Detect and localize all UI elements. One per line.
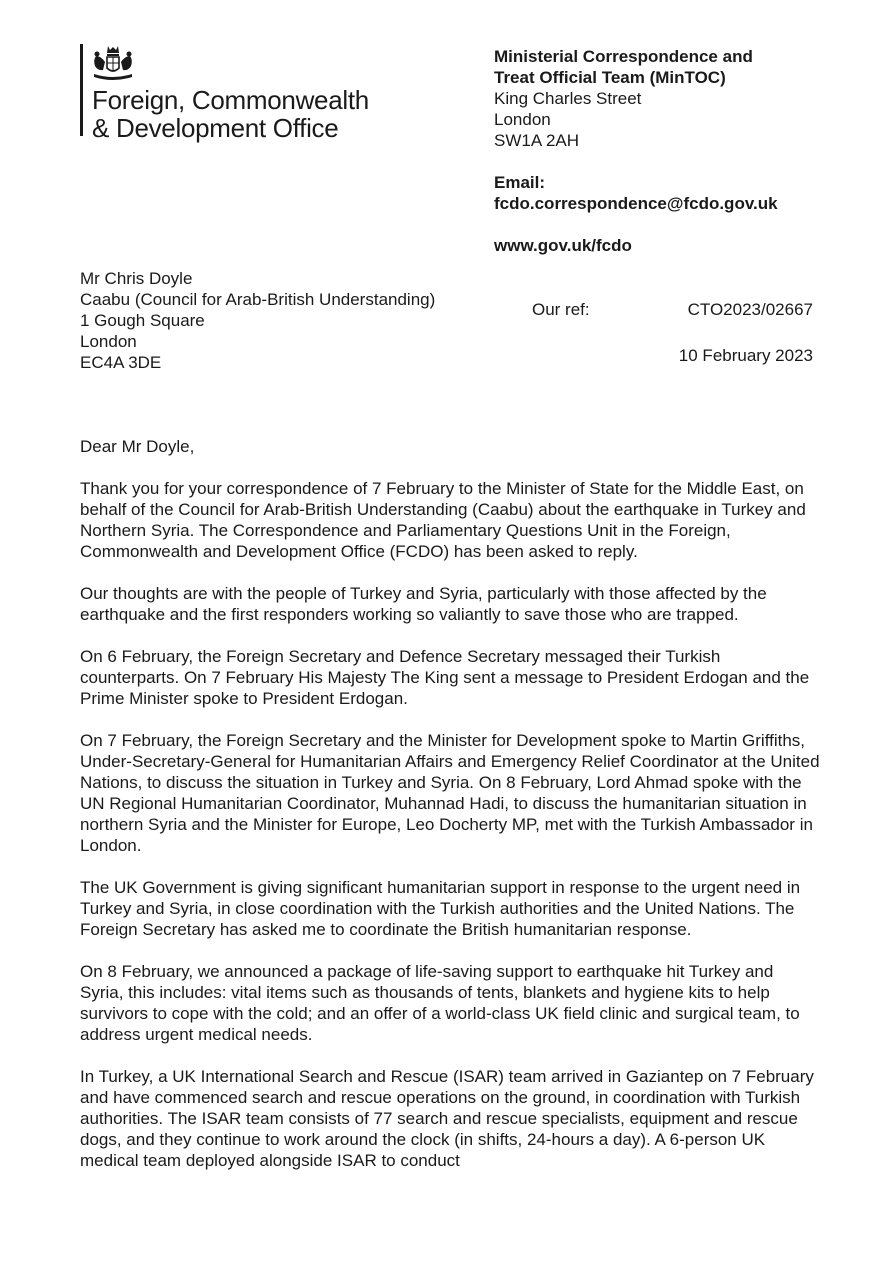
recipient-line: 1 Gough Square <box>80 311 205 330</box>
recipient-line: London <box>80 332 137 351</box>
organisation-name <box>92 86 369 142</box>
letter-paragraph: Our thoughts are with the people of Turkey and Syria, particularly with those affected by the earthquake and the first responders working so valiantly to save those who are trapped. <box>80 584 767 624</box>
reference-label: Our ref: <box>532 300 590 319</box>
website-link: www.gov.uk/fcdo <box>494 236 632 255</box>
letter-paragraph: The UK Government is giving significant humanitarian support in response to the urgent need in Turkey and Syria, in close coordination with the Turkish authorities and the United Nations. The Foreign Secretary has asked me to coordinate the British humanitarian response. <box>80 878 801 939</box>
letter-greeting: Dear Mr Doyle, <box>80 437 195 456</box>
sender-team-line-2: Treat Official Team (MinTOC) <box>494 68 726 87</box>
letter-paragraph: On 7 February, the Foreign Secretary and the Minister for Development spoke to Martin Griffiths, Under-Secretary-General for Humanitarian Affairs and Emergency Relief Coordinator at the United Nations, to discuss the situation in Turkey and Syria. On 8 February, Lord Ahmad spoke with the UN Regional Humanitarian Coordinator, Muhannad Hadi, to discuss the humanitarian situation in northern Syria and the Minister for Europe, Leo Docherty MP, met with the Turkish Ambassador in London. <box>80 731 820 855</box>
letter-date: 10 February 2023 <box>678 346 813 365</box>
reference-number: CTO2023/02667 <box>687 300 813 319</box>
sender-address-line: King Charles Street <box>494 89 642 108</box>
sender-team-line-1: Ministerial Correspondence and <box>494 47 753 66</box>
royal-coat-of-arms-icon <box>90 44 136 84</box>
recipient-line: EC4A 3DE <box>80 353 162 372</box>
organisation-name-line-1: Foreign, Commonwealth <box>92 85 369 115</box>
letter-paragraph: On 6 February, the Foreign Secretary and Defence Secretary messaged their Turkish counterparts. On 7 February His Majesty The King sent a message to President Erdogan and the Prime Minister spoke to President Erdogan. <box>80 647 810 708</box>
recipient-line: Mr Chris Doyle <box>80 269 193 288</box>
email-address: fcdo.correspondence@fcdo.gov.uk <box>494 194 778 213</box>
recipient-address-block <box>80 268 435 373</box>
sender-address-line: SW1A 2AH <box>494 131 580 150</box>
recipient-line: Caabu (Council for Arab-British Understanding) <box>80 290 436 309</box>
letter-paragraph: Thank you for your correspondence of 7 February to the Minister of State for the Middle East, on behalf of the Council for Arab-British Understanding (Caabu) about the earthquake in Turkey and Northern Syria. The Correspondence and Parliamentary Questions Unit in the Foreign, Commonwealth and Development Office (FCDO) has been asked to reply. <box>80 479 806 561</box>
sender-address-block <box>494 46 778 256</box>
organisation-name-line-2: & Development Office <box>92 113 339 143</box>
sender-address-line: London <box>494 110 551 129</box>
letter-paragraph: On 8 February, we announced a package of life-saving support to earthquake hit Turkey and Syria, this includes: vital items such as thousands of tents, blankets and hygiene kits to help survivors to cope with the cold; and an offer of a world-class UK field clinic and surgical team, to address urgent medical needs. <box>80 962 800 1044</box>
email-label: Email: <box>494 173 546 192</box>
logo-rule <box>80 44 83 136</box>
letter-paragraph: In Turkey, a UK International Search and Rescue (ISAR) team arrived in Gaziantep on 7 February and have commenced search and rescue operations on the ground, in coordination with Turkish authorities. The ISAR team consists of 77 search and rescue specialists, equipment and rescue dogs, and they continue to work around the clock (in shifts, 24-hours a day). A 6-person UK medical team deployed alongside ISAR to conduct <box>80 1067 814 1170</box>
letter-body <box>80 436 820 1192</box>
